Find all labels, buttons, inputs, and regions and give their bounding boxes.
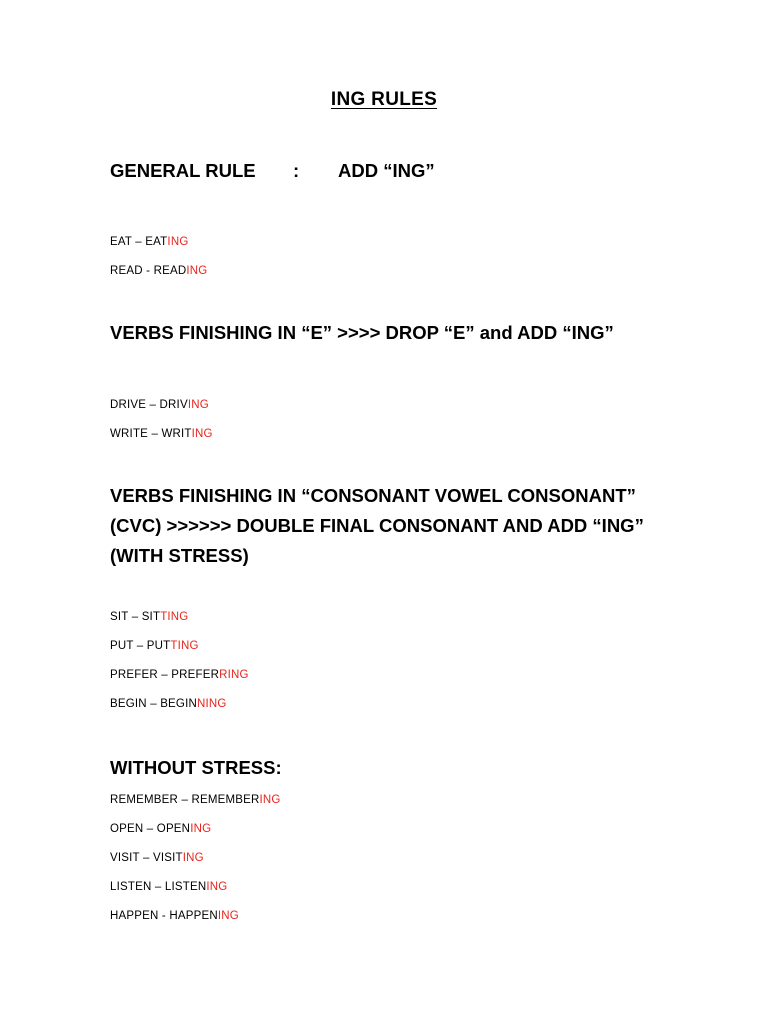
example-stem: LISTEN [164,881,207,893]
example-item [110,821,211,837]
example-suffix: NING [196,698,227,710]
example-item [110,638,199,654]
drop-e-rule-heading: VERBS FINISHING IN “E” >>>> DROP “E” and ADD “ING” [110,322,614,343]
example-base: HAPPEN [110,910,159,922]
example-base: PREFER [110,669,158,681]
example-separator: – [178,794,192,806]
example-stem: REMEMBER [191,794,260,806]
example-base: SIT [110,611,129,623]
example-separator: – [146,698,161,710]
example-separator: – [151,881,165,893]
example-base: READ [110,265,143,277]
example-item [110,696,227,712]
example-item [110,263,207,279]
example-suffix: ING [190,823,212,835]
example-suffix: ING [182,852,204,864]
example-separator: – [128,611,142,623]
example-separator: - [158,910,170,922]
example-suffix: ING [186,265,208,277]
example-base: EAT [110,236,132,248]
without-stress-heading: WITHOUT STRESS: [110,757,282,778]
example-suffix: ING [217,910,239,922]
example-item [110,609,188,625]
general-rule-separator: : [293,160,300,181]
example-stem: BEGIN [160,698,197,710]
example-item [110,879,227,895]
example-base: LISTEN [110,881,152,893]
cvc-rule-heading: VERBS FINISHING IN “CONSONANT VOWEL CONSONANT” (CVC) >>>>>> DOUBLE FINAL CONSONANT AND ADD “ING” (WITH STRESS) [110,485,644,566]
example-separator: – [131,236,146,248]
example-stem: HAPPEN [169,910,218,922]
example-item [110,908,239,924]
example-base: BEGIN [110,698,147,710]
example-stem: PREFER [171,669,220,681]
page-title: ING RULES [330,89,438,110]
example-suffix: TING [160,611,189,623]
example-base: DRIVE [110,399,147,411]
example-stem: SIT [141,611,161,623]
example-stem: OPEN [156,823,191,835]
example-base: VISIT [110,852,140,864]
example-item [110,850,204,866]
example-stem: WRIT [161,428,192,440]
example-separator: – [157,669,172,681]
example-stem: DRIV [159,399,188,411]
example-separator: – [146,399,160,411]
example-item [110,234,188,250]
example-suffix: ING [191,428,213,440]
example-separator: – [148,428,162,440]
example-suffix: ING [167,236,189,248]
example-stem: VISIT [152,852,183,864]
example-suffix: ING [187,399,209,411]
example-item [110,426,213,442]
example-separator: – [139,852,153,864]
example-suffix: ING [206,881,228,893]
example-stem: PUT [146,640,171,652]
example-base: PUT [110,640,134,652]
example-item [110,792,281,808]
example-stem: READ [153,265,187,277]
example-separator: - [142,265,154,277]
general-rule-label: GENERAL RULE [110,160,256,181]
example-separator: – [133,640,147,652]
example-base: OPEN [110,823,144,835]
example-item [110,397,209,413]
example-suffix: ING [259,794,281,806]
example-item [110,667,249,683]
example-suffix: TING [170,640,199,652]
example-base: WRITE [110,428,149,440]
general-rule-value: ADD “ING” [338,160,435,181]
general-rule-heading [110,156,680,186]
example-suffix: RING [219,669,249,681]
example-base: REMEMBER [110,794,179,806]
example-separator: – [143,823,157,835]
example-stem: EAT [145,236,168,248]
